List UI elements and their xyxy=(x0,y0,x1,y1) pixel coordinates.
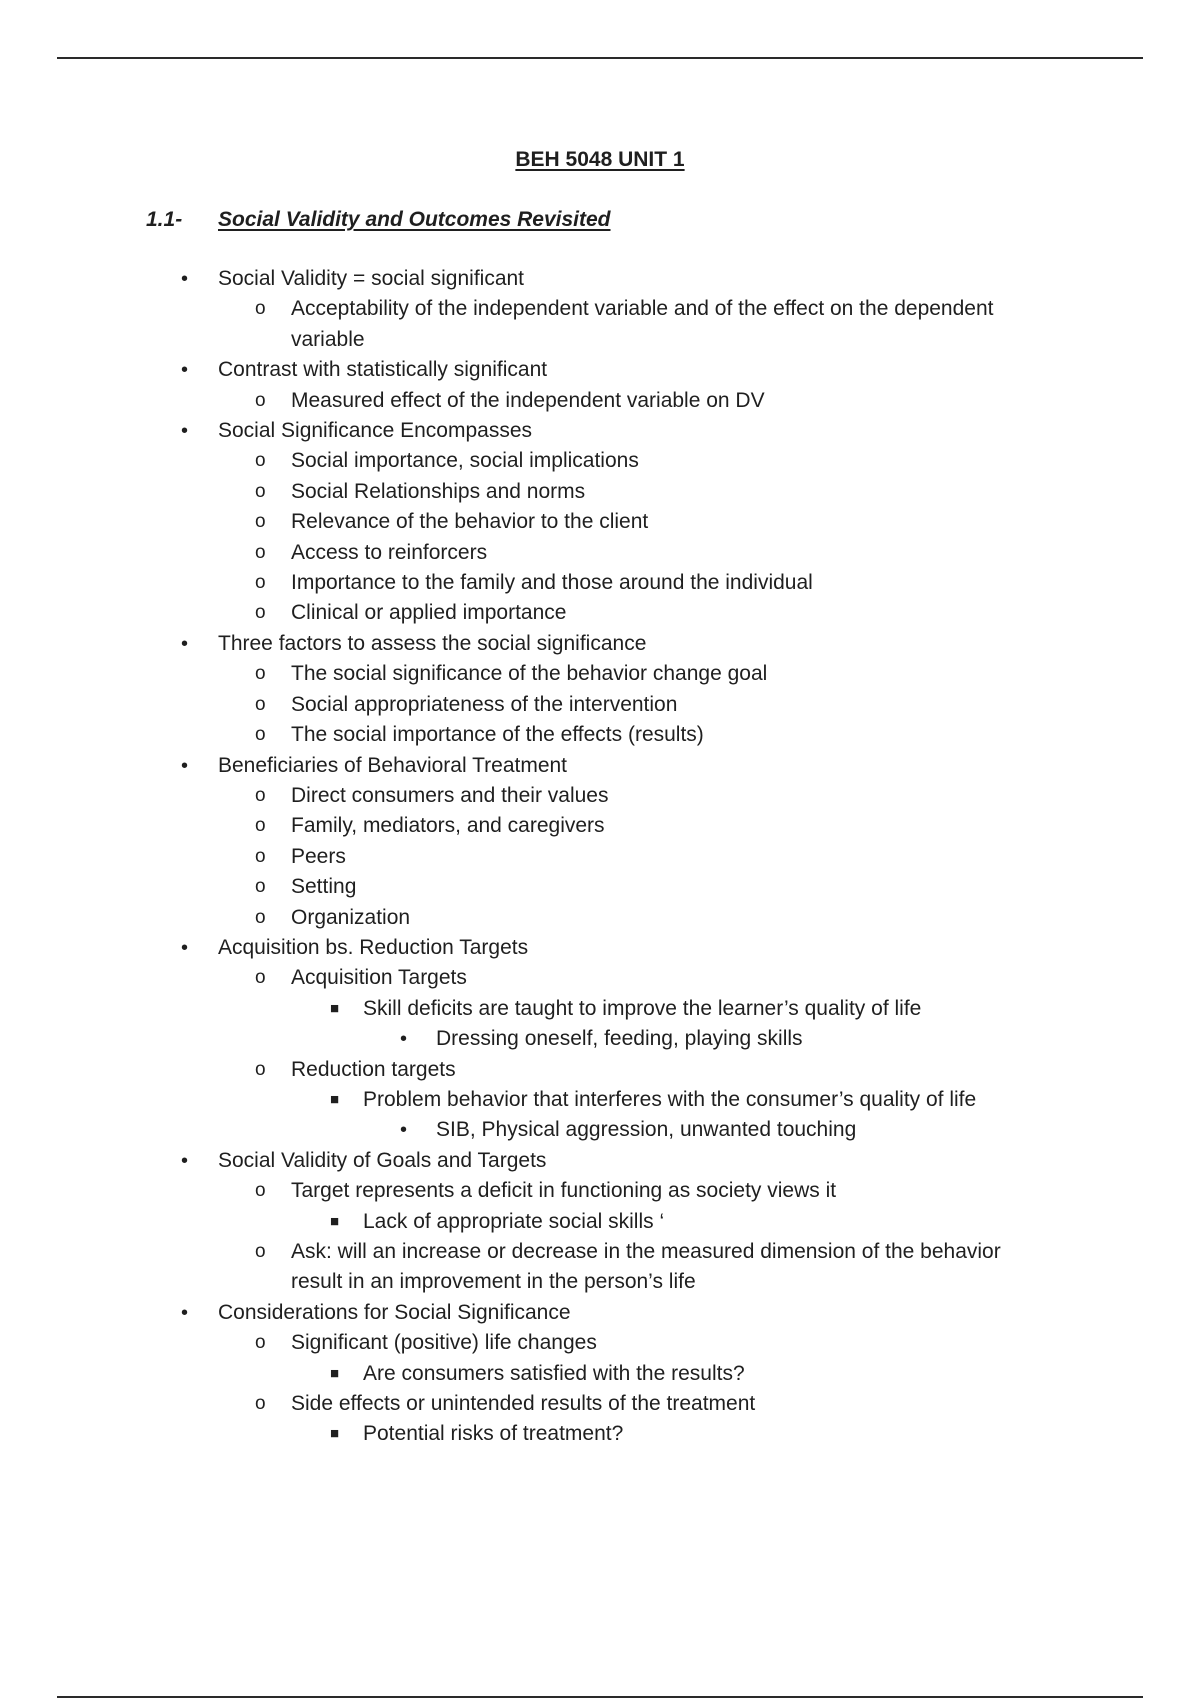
outline-item-text: Ask: will an increase or decrease in the measured dimension of the behavior result in an improvement in the person’s life xyxy=(291,1240,1001,1294)
square-bullet-icon: ■ xyxy=(330,1212,340,1230)
outline-item-level-2 xyxy=(0,963,1200,993)
outline-item-level-2 xyxy=(0,781,1200,811)
outline-list xyxy=(0,264,1200,1450)
outline-item-text: Three factors to assess the social significance xyxy=(218,631,647,655)
circle-bullet-icon: o xyxy=(255,845,266,867)
circle-bullet-icon: o xyxy=(255,541,266,563)
outline-item-level-2 xyxy=(0,477,1200,507)
circle-bullet-icon: o xyxy=(255,1332,266,1354)
outline-item-level-3 xyxy=(0,1359,1200,1389)
outline-item-level-4 xyxy=(0,1115,1200,1145)
outline-item-text: SIB, Physical aggression, unwanted touching xyxy=(436,1118,857,1142)
outline-item-text: Lack of appropriate social skills ‘ xyxy=(363,1209,665,1233)
outline-item-level-2 xyxy=(0,659,1200,689)
outline-item-text: Potential risks of treatment? xyxy=(363,1422,624,1446)
outline-item-level-2 xyxy=(0,1389,1200,1419)
outline-item-level-1 xyxy=(0,264,1200,294)
outline-item-text: Relevance of the behavior to the client xyxy=(291,510,649,534)
outline-item-text: Social Significance Encompasses xyxy=(218,419,532,443)
outline-item-level-3 xyxy=(0,1085,1200,1115)
bottom-rule xyxy=(57,1696,1143,1698)
outline-item-text: Clinical or applied importance xyxy=(291,601,567,625)
circle-bullet-icon: o xyxy=(255,450,266,472)
square-bullet-icon: ■ xyxy=(330,999,340,1017)
outline-item-level-2 xyxy=(0,842,1200,872)
outline-item-level-1 xyxy=(0,933,1200,963)
outline-item-text: Dressing oneself, feeding, playing skills xyxy=(436,1027,803,1051)
circle-bullet-icon: o xyxy=(255,511,266,533)
circle-bullet-icon: o xyxy=(255,1058,266,1080)
outline-item-level-2 xyxy=(0,598,1200,628)
square-bullet-icon: ■ xyxy=(330,1364,340,1382)
outline-item-level-1 xyxy=(0,751,1200,781)
outline-item-level-2 xyxy=(0,811,1200,841)
outline-item-text: Beneficiaries of Behavioral Treatment xyxy=(218,753,568,777)
circle-bullet-icon: o xyxy=(255,724,266,746)
circle-bullet-icon: o xyxy=(255,480,266,502)
bullet-icon: • xyxy=(181,268,189,290)
outline-item-level-2 xyxy=(0,1237,1200,1298)
outline-item-level-2 xyxy=(0,1176,1200,1206)
circle-bullet-icon: o xyxy=(255,298,266,320)
bullet-icon: • xyxy=(181,936,189,959)
square-bullet-icon: ■ xyxy=(330,1425,340,1443)
top-rule xyxy=(57,57,1143,59)
bullet-icon: • xyxy=(181,754,189,777)
document-title-text: BEH 5048 UNIT 1 xyxy=(515,148,685,171)
outline-item-text: Considerations for Social Significance xyxy=(218,1300,571,1324)
circle-bullet-icon: o xyxy=(255,389,266,411)
outline-item-level-1 xyxy=(0,1298,1200,1328)
bullet-icon: • xyxy=(400,1028,408,1051)
outline-item-text: Direct consumers and their values xyxy=(291,783,609,807)
bullet-icon: • xyxy=(181,1301,189,1324)
outline-item-text: Social Validity of Goals and Targets xyxy=(218,1148,547,1172)
outline-item-level-2 xyxy=(0,1328,1200,1358)
circle-bullet-icon: o xyxy=(255,906,266,928)
circle-bullet-icon: o xyxy=(255,784,266,806)
outline-item-text: Social Relationships and norms xyxy=(291,479,586,503)
outline-item-text: Skill deficits are taught to improve the learner’s quality of life xyxy=(363,996,922,1020)
outline-item-text: Significant (positive) life changes xyxy=(291,1331,597,1355)
outline-item-text: Peers xyxy=(291,844,346,868)
outline-item-text: Acquisition bs. Reduction Targets xyxy=(218,935,529,959)
outline-item-level-2 xyxy=(0,507,1200,537)
outline-item-text: Social Validity = social significant xyxy=(218,267,525,290)
outline-item-text: Family, mediators, and caregivers xyxy=(291,814,605,838)
outline-item-text: Side effects or unintended results of the treatment xyxy=(291,1392,756,1416)
outline-item-text: The social significance of the behavior change goal xyxy=(291,662,768,686)
outline-item-level-2 xyxy=(0,294,1200,355)
outline-item-text: Are consumers satisfied with the results? xyxy=(363,1361,745,1385)
circle-bullet-icon: o xyxy=(255,572,266,594)
bullet-icon: • xyxy=(181,632,189,655)
circle-bullet-icon: o xyxy=(255,693,266,715)
bullet-icon: • xyxy=(400,1119,408,1142)
outline-item-text: Acquisition Targets xyxy=(291,966,467,990)
circle-bullet-icon: o xyxy=(255,1180,266,1202)
outline-item-level-2 xyxy=(0,690,1200,720)
bullet-icon: • xyxy=(181,1149,189,1172)
outline-item-text: The social importance of the effects (results) xyxy=(291,723,704,747)
outline-item-text: Access to reinforcers xyxy=(291,540,488,564)
bullet-icon: • xyxy=(181,420,189,443)
outline-item-level-2 xyxy=(0,568,1200,598)
square-bullet-icon: ■ xyxy=(330,1090,340,1108)
document-title xyxy=(0,147,1200,173)
circle-bullet-icon: o xyxy=(255,876,266,898)
circle-bullet-icon: o xyxy=(255,1393,266,1415)
outline-item-text: Social appropriateness of the intervention xyxy=(291,692,678,716)
outline-item-level-2 xyxy=(0,386,1200,416)
outline-item-level-1 xyxy=(0,416,1200,446)
outline-item-level-2 xyxy=(0,720,1200,750)
outline-item-level-3 xyxy=(0,1419,1200,1449)
outline-item-level-1 xyxy=(0,629,1200,659)
circle-bullet-icon: o xyxy=(255,1241,266,1262)
outline-item-text: Social importance, social implications xyxy=(291,449,639,473)
outline-item-level-1 xyxy=(0,355,1200,385)
circle-bullet-icon: o xyxy=(255,602,266,624)
section-heading xyxy=(146,207,611,233)
outline-item-text: Target represents a deficit in functioning as society views it xyxy=(291,1179,837,1203)
outline-item-text: Organization xyxy=(291,905,411,929)
outline-item-text: Measured effect of the independent variable on DV xyxy=(291,388,765,412)
outline-item-text: Importance to the family and those around the individual xyxy=(291,571,813,595)
outline-item-level-1 xyxy=(0,1146,1200,1176)
outline-item-text: Contrast with statistically significant xyxy=(218,358,548,382)
circle-bullet-icon: o xyxy=(255,663,266,685)
outline-item-text: Setting xyxy=(291,875,357,899)
circle-bullet-icon: o xyxy=(255,967,266,989)
outline-item-level-2 xyxy=(0,538,1200,568)
outline-item-level-2 xyxy=(0,446,1200,476)
outline-item-text: Acceptability of the independent variable and of the effect on the dependent variable xyxy=(291,297,994,351)
section-title: Social Validity and Outcomes Revisited xyxy=(218,208,611,231)
outline-item-level-2 xyxy=(0,903,1200,933)
outline-item-level-3 xyxy=(0,994,1200,1024)
outline-item-text: Problem behavior that interferes with the consumer’s quality of life xyxy=(363,1087,977,1111)
section-number: 1.1- xyxy=(146,208,183,231)
outline-item-level-2 xyxy=(0,1055,1200,1085)
outline-item-level-3 xyxy=(0,1207,1200,1237)
outline-item-level-4 xyxy=(0,1024,1200,1054)
outline-item-level-2 xyxy=(0,872,1200,902)
bullet-icon: • xyxy=(181,359,189,382)
outline-item-text: Reduction targets xyxy=(291,1057,456,1081)
circle-bullet-icon: o xyxy=(255,815,266,837)
